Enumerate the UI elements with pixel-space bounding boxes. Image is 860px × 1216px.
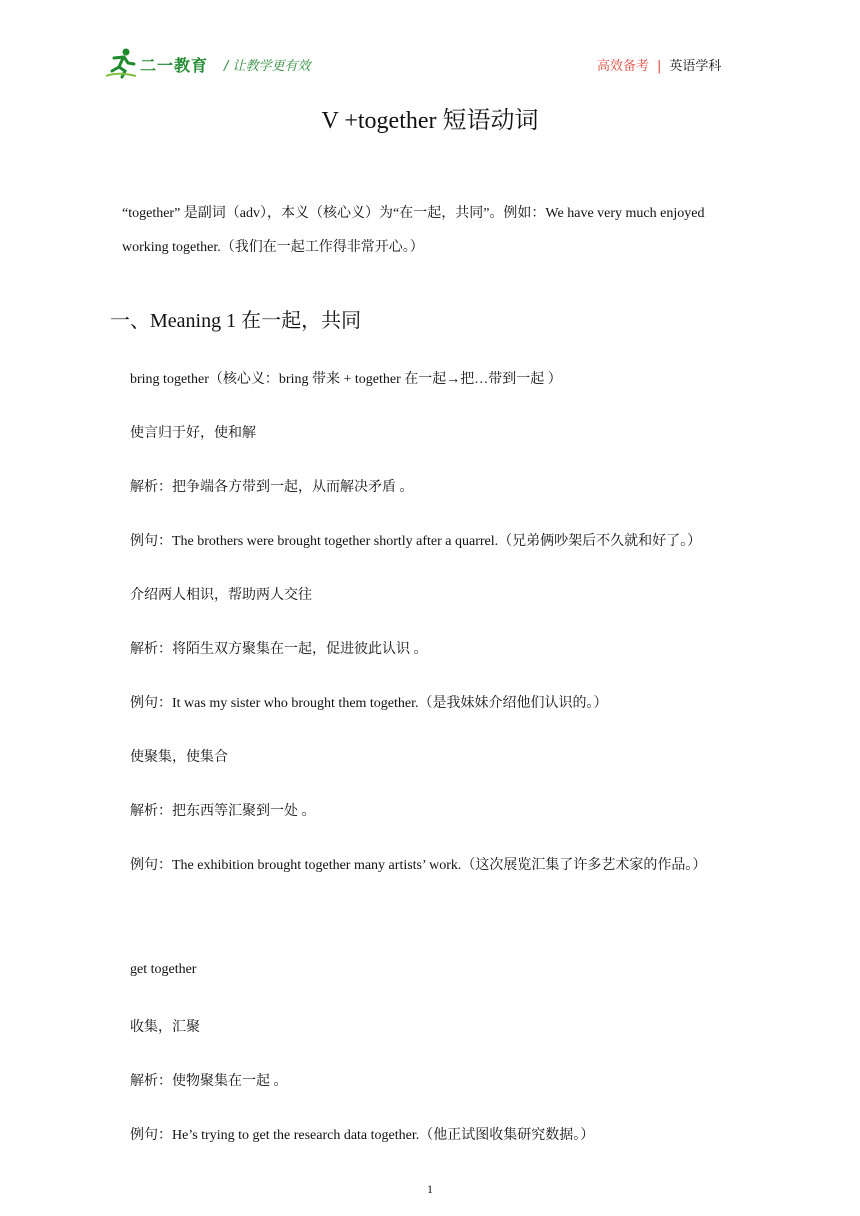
meaning-line: 使言归于好，使和解 [130,426,256,441]
meaning-line: 收集，汇聚 [130,1020,200,1035]
example-line: 例句：The brothers were brought together shortly after a quarrel.（兄弟俩吵架后不久就和好了。） [130,534,702,549]
meaning-line: 使聚集，使集合 [130,750,228,765]
page-header [0,0,860,90]
slogan: / 让教学更有效 [224,59,311,74]
page-number: 1 [427,1182,433,1196]
logo [104,46,214,80]
header-separator: | [657,59,662,74]
section-heading: 一、Meaning 1 在一起，共同 [110,310,362,332]
header-subject [597,55,721,74]
header-tag-exam: 高效备考 [597,59,650,74]
example-line: 例句：It was my sister who brought them together.（是我妹妹介绍他们认识的。） [130,696,608,711]
analysis-line: 解析：把争端各方带到一起，从而解决矛盾 。 [130,480,414,495]
analysis-line: 解析：将陌生双方聚集在一起，促进彼此认识 。 [130,642,428,657]
logo-text: 二一教育 [140,56,209,75]
analysis-line: 解析：使物聚集在一起 。 [130,1074,288,1089]
example-line: 例句：He’s trying to get the research data together.（他正试图收集研究数据。） [130,1128,595,1143]
phrase-bring-together: bring together（核心义：bring 带来 + together 在一起→把…带到一起 ） [130,372,562,387]
meaning-line: 介绍两人相识，帮助两人交往 [130,588,312,603]
example-line: 例句：The exhibition brought together many artists’ work.（这次展览汇集了许多艺术家的作品。） [130,858,707,873]
running-figure-icon [104,46,138,80]
phrase-get-together: get together [130,962,197,977]
analysis-line: 解析：把东西等汇聚到一处 。 [130,804,316,819]
header-tag-subject: 英语学科 [669,59,722,74]
intro-line-1: “together” 是副词（adv），本义（核心义）为“在一起，共同”。例如：We have very much enjoyed [122,206,705,221]
page-title: V +together 短语动词 [321,108,539,134]
intro-line-2: working together.（我们在一起工作得非常开心。） [122,240,424,255]
